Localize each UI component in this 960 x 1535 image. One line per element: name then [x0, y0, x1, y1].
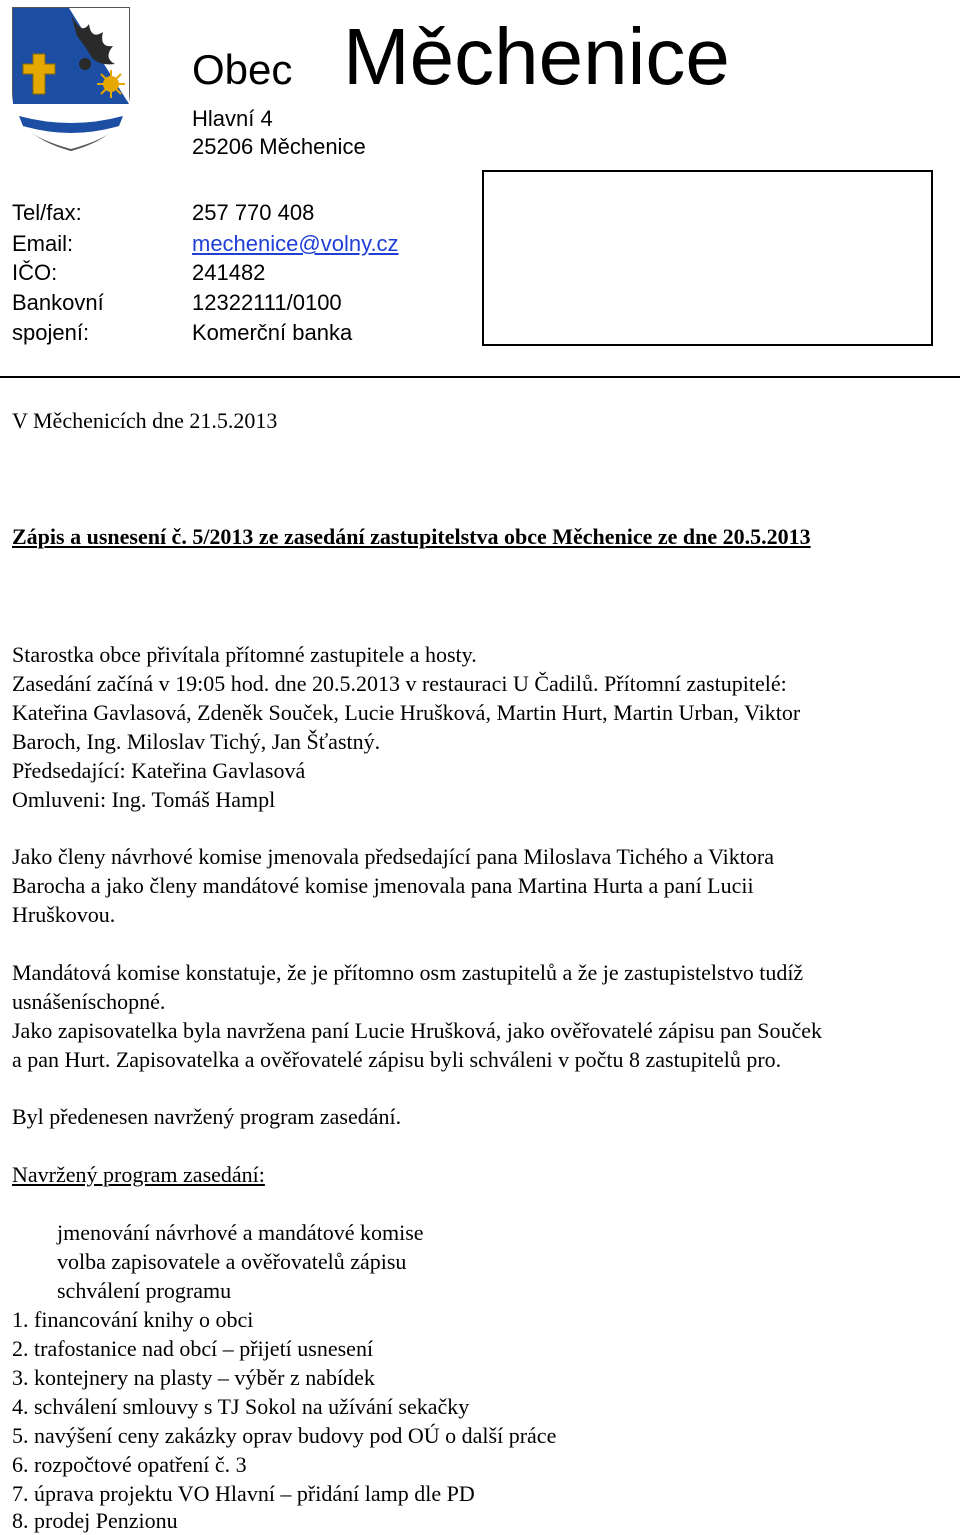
intro-line: Omluveni: Ing. Tomáš Hampl	[12, 787, 276, 812]
header-divider	[0, 376, 960, 378]
tel-value: 257 770 408	[192, 200, 315, 225]
mandat-line: usnášeníschopné.	[12, 989, 166, 1014]
program-item: 3. kontejnery na plasty – výběr z nabídek	[12, 1365, 375, 1390]
komise-line: Barocha a jako členy mandátové komise jmenovala pana Martina Hurta a paní Lucii	[12, 873, 754, 898]
program-item: 8. prodej Penzionu	[12, 1508, 178, 1533]
program-item: 7. úprava projektu VO Hlavní – přidání lamp dle PD	[12, 1481, 475, 1506]
date-line: V Měchenicích dne 21.5.2013	[12, 408, 278, 433]
mandat-line: Mandátová komise konstatuje, že je přítomno osm zastupitelů a že je zastupistelstvo tudíž	[12, 960, 804, 985]
intro-line: Starostka obce přivítala přítomné zastupitele a hosty.	[12, 642, 477, 667]
komise-line: Jako členy návrhové komise jmenovala předsedající pana Miloslava Tichého a Viktora	[12, 844, 774, 869]
program-item: 4. schválení smlouvy s TJ Sokol na užívání sekačky	[12, 1394, 470, 1419]
mandat-line: a pan Hurt. Zapisovatelka a ověřovatelé zápisu byli schváleni v počtu 8 zastupitelů pro.	[12, 1047, 782, 1072]
address-street: Hlavní 4	[192, 106, 273, 131]
program-item: 1. financování knihy o obci	[12, 1307, 254, 1332]
program-item: 5. navýšení ceny zakázky oprav budovy pod OÚ o další práce	[12, 1423, 557, 1448]
ico-label: IČO:	[12, 260, 58, 285]
municipality-name: Měchenice	[343, 12, 730, 101]
program-sentence: Byl předenesen navržený program zasedání.	[12, 1104, 402, 1129]
email-link[interactable]: mechenice@volny.cz	[192, 231, 399, 256]
bank-label-line2: spojení:	[12, 320, 90, 345]
email-label: Email:	[12, 231, 74, 256]
intro-line: Kateřina Gavlasová, Zdeněk Souček, Lucie Hrušková, Martin Hurt, Martin Urban, Viktor	[12, 700, 801, 725]
tel-label: Tel/fax:	[12, 200, 82, 225]
intro-line: Zasedání začíná v 19:05 hod. dne 20.5.2013 v restauraci U Čadilů. Přítomní zastupitelé:	[12, 671, 787, 696]
mandat-line: Jako zapisovatelka byla navržena paní Lucie Hrušková, jako ověřovatelé zápisu pan Souček	[12, 1018, 823, 1043]
bank-label-line1: Bankovní	[12, 290, 104, 315]
program-intro-item: jmenování návrhové a mandátové komise	[57, 1220, 424, 1245]
document-title: Zápis a usnesení č. 5/2013 ze zasedání zastupitelstva obce Měchenice ze dne 20.5.2013	[12, 524, 811, 549]
program-intro-item: schválení programu	[57, 1278, 232, 1303]
ico-value: 241482	[192, 260, 266, 285]
header-obec: Obec	[192, 46, 293, 93]
program-item: 6. rozpočtové opatření č. 3	[12, 1452, 247, 1477]
program-item: 2. trafostanice nad obcí – přijetí usnesení	[12, 1336, 374, 1361]
municipal-crest-logo	[11, 6, 131, 152]
komise-line: Hruškovou.	[12, 902, 116, 927]
program-heading: Navržený program zasedání:	[12, 1162, 265, 1187]
bank-name: Komerční banka	[192, 320, 353, 345]
address-city: 25206 Měchenice	[192, 134, 366, 159]
intro-line: Baroch, Ing. Miloslav Tichý, Jan Šťastný.	[12, 729, 381, 754]
program-intro-item: volba zapisovatele a ověřovatelů zápisu	[57, 1249, 407, 1274]
address-window-box	[482, 170, 933, 346]
intro-line: Předsedající: Kateřina Gavlasová	[12, 758, 306, 783]
bank-account: 12322111/0100	[192, 290, 342, 315]
